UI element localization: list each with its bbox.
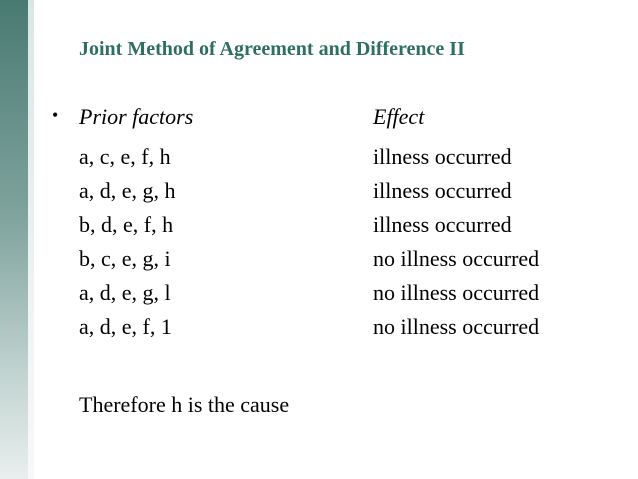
decorative-side-bar <box>0 0 28 479</box>
effect-cell: no illness occurred <box>373 246 540 271</box>
table-row <box>79 208 619 242</box>
effect-cell: no illness occurred <box>373 314 540 339</box>
prior-factors-header: Prior factors <box>79 104 194 129</box>
effect-cell: illness occurred <box>373 144 512 169</box>
effect-cell: illness occurred <box>373 178 512 203</box>
conclusion-text: Therefore h is the cause <box>79 392 290 417</box>
prior-factors-cell: a, d, e, f, 1 <box>79 314 172 339</box>
prior-factors-cell: a, c, e, f, h <box>79 144 171 169</box>
table-row <box>79 276 619 310</box>
effect-cell: no illness occurred <box>373 280 540 305</box>
prior-factors-cell: b, d, e, f, h <box>79 212 174 237</box>
prior-factors-cell: b, c, e, g, i <box>79 246 171 271</box>
table-row <box>79 174 619 208</box>
table-row <box>79 310 619 344</box>
slide-title: Joint Method of Agreement and Difference II <box>79 38 465 60</box>
bullet-icon: • <box>52 105 59 125</box>
observation-table <box>79 140 619 344</box>
prior-factors-cell: a, d, e, g, l <box>79 280 171 305</box>
table-row <box>79 242 619 276</box>
prior-factors-cell: a, d, e, g, h <box>79 178 176 203</box>
table-row <box>79 140 619 174</box>
effect-header: Effect <box>373 104 425 129</box>
decorative-side-bar-highlight <box>28 0 34 479</box>
effect-cell: illness occurred <box>373 212 512 237</box>
